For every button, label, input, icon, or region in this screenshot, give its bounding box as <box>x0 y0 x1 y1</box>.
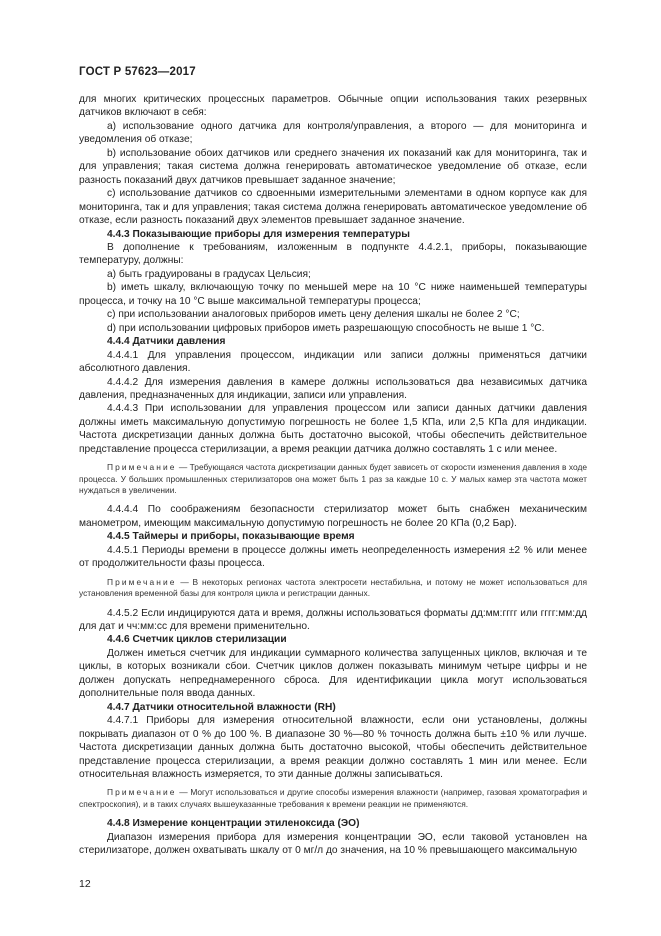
note <box>79 787 587 810</box>
section-heading: 4.4.8 Измерение концентрации этиленоксида (ЭО) <box>107 818 360 830</box>
paragraph: 4.4.7.1 Приборы для измерения относительной влажности, если они установлены, должны покрывать диапазон от 0 % до 100 %. В диапазоне 30 %—80 % точность должна быть ±10 % или лучше. Частота дискретизации данных должна быть достаточно высокой, чтобы обеспечить действительное представление процесса стерилизации, а время реакции должно составлять 1 мин или менее. Если относительная влажность измеряется, то эти данные должны записываться. <box>79 715 587 780</box>
note-label: Примечание <box>107 576 177 587</box>
document-body <box>79 93 587 858</box>
note-text: — Требующаяся частота дискретизации данных будет зависеть от скорости изменения давления в ходе процесса. У больших промышленных стерилизаторов она может быть 1 раз за каждые 10 с. У малых камер эта частота может нуждаться в увеличении. <box>79 462 587 496</box>
note-label: Примечание <box>107 787 177 798</box>
list-item: b) иметь шкалу, включающую точку по меньшей мере на 10 °С ниже наименьшей температуры процесса, и точку на 10 °С выше максимальной температуры процесса; <box>79 282 587 307</box>
list-item: а) быть градуированы в градусах Цельсия; <box>107 268 311 280</box>
section-heading: 4.4.6 Счетчик циклов стерилизации <box>107 634 287 646</box>
page-number: 12 <box>79 878 91 890</box>
paragraph: 4.4.4.2 Для измерения давления в камере должны использоваться два независимых датчика давления, предназначенных для индикации, записи или управления. <box>79 376 587 401</box>
paragraph: В дополнение к требованиям, изложенным в подпункте 4.4.2.1, приборы, показывающие температуру, должны: <box>79 241 587 267</box>
paragraph: 4.4.5.1 Периоды времени в процессе должны иметь неопределенность измерения ±2 % или менее от продолжительности фазы процесса. <box>79 544 587 570</box>
section-heading: 4.4.7 Датчики относительной влажности (RH) <box>107 701 336 713</box>
paragraph: 4.4.4.3 При использовании для управления процессом или записи данных датчики давления должны иметь максимальную допустимую погрешность не более 1,5 КПа, или 2,5 КПа для индикации. Частота дискретизации данных должна быть достаточно высокой, чтобы обеспечить действительное представление процесса стерилизации, а время реакции датчика должно составлять 1 с или менее. <box>79 403 587 455</box>
section-heading: 4.4.4 Датчики давления <box>107 336 226 348</box>
note <box>79 462 587 496</box>
paragraph: для многих критических процессных параметров. Обычные опции использования таких резервных датчиков включают в себя: <box>79 94 587 119</box>
section-heading: 4.4.5 Таймеры и приборы, показывающие время <box>107 531 355 543</box>
paragraph: Диапазон измерения прибора для измерения концентрации ЭО, если таковой установлен на стерилизаторе, должен охватывать шкалу от 0 мг/л до значения, на 10 % превышающего максимальную <box>79 831 587 857</box>
note-text: — В некоторых регионах частота электросети нестабильна, и потому не может использоваться для установления временной базы для контроля цикла и регистрации данных. <box>79 576 588 599</box>
list-item: c) использование датчиков со сдвоенными измерительными элементами в одном корпусе как для мониторинга, так и для управления; такая система должна генерировать автоматическое уведомление об отказе, если разность показаний двух элементов превышает заданное значение. <box>79 188 587 227</box>
note-label: Примечание <box>107 462 177 473</box>
paragraph: 4.4.4.1 Для управления процессом, индикации или записи должны применяться датчики абсолютного давления. <box>79 349 587 375</box>
paragraph: 4.4.4.4 По соображениям безопасности стерилизатор может быть снабжен механическим манометром, имеющим максимальную допустимую погрешность не более 20 КПа (0,2 Бар). <box>79 504 587 529</box>
list-item: d) при использовании цифровых приборов иметь разрешающую способность не выше 1 °С. <box>107 322 545 334</box>
section-heading: 4.4.3 Показывающие приборы для измерения температуры <box>107 228 410 240</box>
note <box>79 577 587 600</box>
paragraph: 4.4.5.2 Если индицируются дата и время, должны использоваться форматы дд:мм:гггг или гггг:мм:дд для дат и чч:мм:сс для времени применительно. <box>79 607 587 632</box>
list-item: c) при использовании аналоговых приборов иметь цену деления шкалы не более 2 °С; <box>107 309 520 321</box>
paragraph: Должен иметься счетчик для индикации суммарного количества запущенных циклов, включая и те циклы, в которых возникали сбои. Счетчик циклов должен показывать минимум четыре цифры и не должен допускать непреднамеренного сброса. Для идентификации цикла могут использоваться дополнительные поля ввода данных. <box>79 647 587 700</box>
note-text: — Могут использоваться и другие способы измерения влажности (например, газовая хроматография и спектроскопия), и в таких случаях вышеуказанные требования к времени реакции не применяются. <box>79 787 588 809</box>
document-header: ГОСТ Р 57623—2017 <box>79 66 196 78</box>
list-item: b) использование обоих датчиков или среднего значения их показаний как для мониторинга, так и для управления; такая система должна генерировать автоматическое уведомление об отказе, если разность показаний двух датчиков превышает заданное значение; <box>79 147 587 186</box>
list-item: а) использование одного датчика для контроля/управления, а второго — для мониторинга и уведомления об отказе; <box>79 120 587 146</box>
